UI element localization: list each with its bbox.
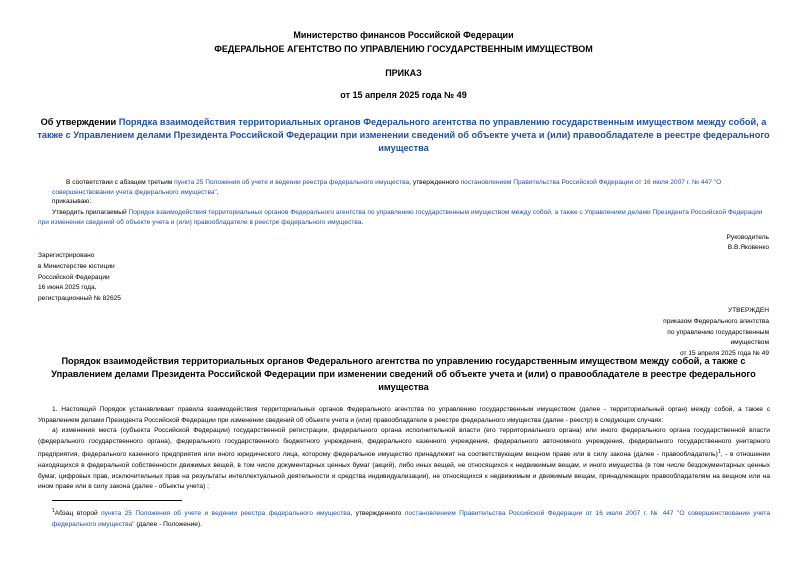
footnote-text-1: Абзац второй [54, 510, 102, 518]
preamble-link-resolution[interactable]: постановлением Правительства Российской Федерации от 16 июля 2007 г. № 447 "О совершенствовании учета федерального имущества" [52, 179, 722, 196]
signature-block [727, 233, 769, 253]
registration-block [38, 251, 121, 305]
approve-end: . [361, 218, 364, 226]
approval-line: по управлению государственным [667, 328, 769, 336]
footnote-text-2: , утвержденного [350, 510, 405, 518]
clause-1a-text-cont: , - в отношении находящихся в федеральной собственности движимых вещей, в том числе документарных ценных бумаг (акций), либо иных вещей, не относящихся к недвижимым вещам, и иного имущества (в том числе бездокументарных ценных бумаг, цифровых прав, исключительных прав на результаты интеллектуальной деятельности и средства индивидуализации), не относящихся к недвижимым и движимым вещам, принадлежащих правообладателям на вещном или на ином праве или в силу закона (далее - объекты учета) ; [38, 451, 770, 491]
clause-1a [38, 426, 770, 493]
footnote [52, 506, 770, 530]
signature-name: В.В.Яковенко [727, 244, 769, 251]
approval-line: имуществом [730, 339, 769, 347]
order-heading: ПРИКАЗ [385, 68, 422, 78]
footnote-link-resolution[interactable]: постановлением Правительства Российской Федерации от 16 июля 2007 г. № 447 "О совершенствовании учета федерального имущества" [52, 510, 771, 528]
signature-position: Руководитель [726, 234, 769, 241]
preamble-text-2: , утвержденного [409, 179, 461, 186]
approval-line: от 15 апреля 2025 года № 49 [679, 350, 769, 358]
approve-paragraph [38, 208, 770, 227]
procedure-title: Порядок взаимодействия территориальных органов Федерального агентства по управлению государственным имуществом между собой, а также с Управлением делами Президента Российской Федерации при изменении сведений об объекте учета и (или) о правообладателе в реестре федерального имущества [51, 356, 756, 392]
preamble-paragraph [52, 178, 772, 197]
order-title [30, 116, 777, 155]
footnote-divider [52, 500, 182, 501]
approve-prefix: Утвердить прилагаемый [52, 209, 129, 216]
registration-line: Зарегистрировано [38, 252, 95, 259]
registration-line: Российской Федерации [38, 273, 110, 281]
footnote-text-3: (далее - Положение). [134, 520, 202, 528]
title-link[interactable]: Порядка взаимодействия территориальных органов Федерального агентства по управлению государственным имуществом между собой, а также с Управлением делами Президента Российской Федерации при изменении сведений об объекте учета и (или) правообладателе в реестре федерального имущества [37, 117, 770, 153]
preamble-link-clause25[interactable]: пункта 25 Положения об учете и ведении реестра федерального имущества [174, 179, 410, 186]
clause-1a-text: а) изменения места (субъекта Российской Федерации) государственной регистрации, федерального органа исполнительной власти (его территориального органа) или иного федерального органа государственной власти (федерального государственного органа), федерального государственного бюджетного учреждения, федерального казенного учреждения, федерального автономного учреждения, федерального государственного унитарного предприятия, федерального казенного предприятия или иного юридического лица, которому федеральное имущество принадлежит на соответствующем вещном праве или в силу закона (далее - правообладатель) [38, 427, 770, 459]
registration-line: 16 июня 2025 года, [38, 284, 97, 292]
order-word: приказываю: [52, 198, 92, 205]
ministry-name: Министерство финансов Российской Федерации [293, 30, 514, 40]
preamble-text-3: , [216, 188, 219, 196]
order-date: от 15 апреля 2025 года № 49 [340, 90, 467, 100]
approval-line: приказом Федерального агентства [663, 317, 769, 325]
footnote-ref[interactable]: 1 [717, 449, 721, 456]
agency-name: ФЕДЕРАЛЬНОЕ АГЕНТСТВО ПО УПРАВЛЕНИЮ ГОСУДАРСТВЕННЫМ ИМУЩЕСТВОМ [214, 44, 593, 54]
approve-link[interactable]: Порядок взаимодействия территориальных органов Федерального агентства по управлению государственным имуществом между собой, а также с Управлением делами Президента Российской Федерации при изменении сведений об объекте учета и (или) правообладателе в реестре федерального имущества [38, 209, 763, 226]
approval-block [663, 306, 769, 360]
title-prefix: Об утверждении [40, 117, 119, 127]
preamble-text-1: В соответствии с абзацем третьим [66, 179, 175, 186]
clause-1-intro: 1. Настоящий Порядок устанавливает правила взаимодействия территориальных органов Федерального агентства по управлению государственным имуществом (далее - территориальный орган) между собой, а также с Управлением делами Президента Российской Федерации при изменении сведений об объекте учета и (или) правообладателе в реестре федерального имущества (далее - реестр) в следующих случаях: [38, 406, 770, 424]
clause-1 [38, 405, 770, 493]
footnote-link-clause25[interactable]: пункта 25 Положения об учете и ведении реестра федерального имущества [101, 510, 351, 518]
footnote-mark: 1 [52, 508, 55, 514]
approval-line: УТВЕРЖДЕН [727, 307, 769, 314]
registration-line: в Министерстве юстиции [38, 262, 115, 270]
registration-line: регистрационный № 82625 [38, 295, 121, 303]
